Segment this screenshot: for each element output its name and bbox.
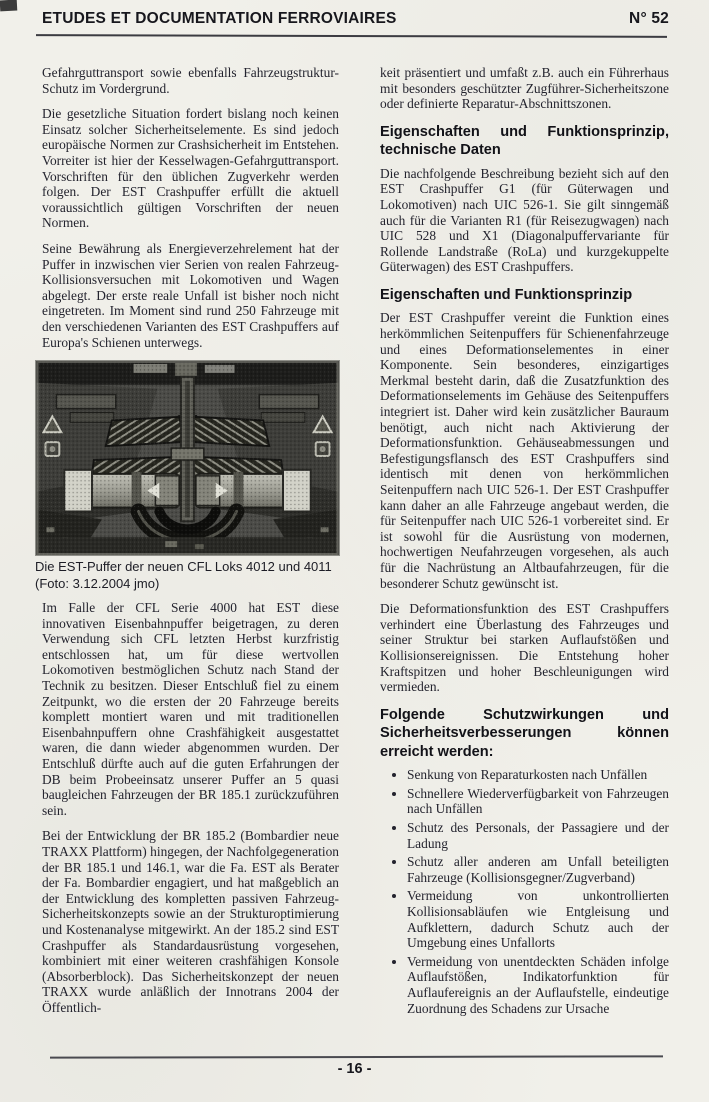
paragraph-left-3: Seine Bewährung als Energieverzehrelement hat der Puffer in inzwischen vier Serien von realen Fahrzeug-Kollisionsversuchen mit Lokomotiven und Wagen abgelegt. Der erste reale Unfall ist bisher noch nicht eingetreten. Im Moment sind rund 250 Fahrzeuge mit den verschiedenen Varianten des EST Crashpuffers auf Europa's Schienen unterwegs. — [42, 240, 339, 350]
header-rule — [36, 34, 667, 38]
figure-cfl-buffers — [35, 360, 340, 592]
footer-rule — [50, 1055, 663, 1058]
issue-number: N° 52 — [629, 10, 669, 27]
section-heading-function-principle: Eigenschaften und Funktionsprinzip — [380, 286, 633, 303]
list-item: • Schutz des Personals, der Passagiere und der Ladung — [407, 820, 669, 851]
list-item: • Schnellere Wiederverfügbarkeit von Fahrzeugen nach Unfällen — [407, 786, 669, 817]
paragraph-right-3: Die Deformationsfunktion des EST Crashpuffers verhindert eine Überlastung des Fahrzeuges und seiner Struktur bei starken Auflaufstößen und Kollisionsereignissen. Die Entstehung hoher Kraftspitzen und hoher Beschleunigungen wird vermieden. — [380, 601, 669, 695]
paragraph-left-5: Bei der Entwicklung der BR 185.2 (Bombardier neue TRAXX Plattform) hingegen, der Nachfolgegeneration der BR 185.1 und 146.1, war die Fa. EST als Berater der Fa. Bombardier engagiert, und hat maßgeblich an der Entwicklung des kompletten passiven Fahrzeug-Sicherheitskonzepts sowie an der Strukturoptimierung und Kostenanalyse mitgewirkt. An der 185.2 sind EST Crashpuffer als Standardausrüstung vorgesehen, kombiniert mit einer weiteren crashfähigen Konsole (Absorberblock). Das Sicherheitskonzept der neuen TRAXX wurde anläßlich der Innotrans 2004 der Öffentlich- — [42, 828, 339, 1015]
photo-cfl-loks-4012-4011 — [35, 360, 340, 556]
list-item: • Senkung von Reparaturkosten nach Unfällen — [407, 767, 669, 783]
section-heading-technical-data: Eigenschaften und Funktionsprinzip, technische Daten — [380, 123, 669, 159]
paragraph-left-4: Im Falle der CFL Serie 4000 hat EST diese innovativen Eisenbahnpuffer beigetragen, zu deren Verwendung sich CFL letzten Herbst kurzfristig entschlossen hat, um für diese wertvollen Lokomotiven bestmöglichen Schutz nach Stand der Technik zu besitzen. Dieser Entschluß fiel zu einem Zeitpunkt, wo die ersten der 20 Fahrzeuge bereits komplett montiert waren und mit traditionellen Eisenbahnpuffern ohne Crashfähigkeit ausgestattet waren, die dann wieder abgenommen wurden. Der Entschluß dürfte auch auf die guten Erfahrungen der DB beim Probeeinsatz unserer Puffer an 5 quasi baugleichen Fahrzeugen der BR 185.1 zurückzuführen sein. — [42, 600, 339, 818]
journal-title: ETUDES ET DOCUMENTATION FERROVIAIRES — [42, 10, 397, 27]
left-column — [35, 62, 339, 1026]
list-item: • Schutz aller anderen am Unfall beteiligten Fahrzeuge (Kollisionsgegner/Zugverband) — [407, 854, 669, 885]
protective-effects-list — [380, 767, 669, 1016]
paragraph-left-1: Gefahrguttransport sowie ebenfalls Fahrzeugstruktur-Schutz im Vordergrund. — [42, 65, 339, 96]
paragraph-left-2: Die gesetzliche Situation fordert bislang noch keinen Einsatz solcher Sicherheitselemente. Es sind jedoch europäische Normen zur Crashsicherheit im Entstehen. Vorreiter ist hier der Kesselwagen-Gefahrguttransport. Vorschriften für den üblichen Zugverkehr werden folgen. Der EST Crashpuffer erfüllt die aktuell voraussichtlich gültigen Vorschriften der neuen Normen. — [42, 106, 339, 231]
paragraph-right-2: Der EST Crashpuffer vereint die Funktion eines herkömmlichen Seitenpuffers für Schienenfahrzeuge und eines Deformationselementes in einer Komponente. Sein besonderes, einzigartiges Merkmal besteht darin, daß die Zusatzfunktion des Deformationselements im Gehäuse des Seitenpuffers integriert ist. Daher wird kein zusätzlicher Bauraum benötigt, auch nicht nach Aktivierung der Deformationsfunktion. Gehäuseabmessungen und Befestigungsflansch des EST Crashpuffers sind identisch mit denen von herkömmlichen Seitenpuffern nach UIC 526-1. Der EST Crashpuffer kann daher an alle Fahrzeuge angebaut werden, die für Seitenpuffer nach UIC 526-1 vorbereitet sind. Er ist sowohl für die Ausrüstung von modernen, hochwertigen Neufahrzeugen vorgesehen, als auch für die Nachrüstung an Altbaufahrzeugen, für die besonderer Schutz gewünscht ist. — [380, 310, 669, 591]
paragraph-right-1: Die nachfolgende Beschreibung bezieht sich auf den EST Crashpuffer G1 (für Güterwagen und Lokomotiven) nach UIC 526-1. Sie gilt sinngemäß auch für die Varianten R1 (für Reisezugwagen) nach UIC 528 und X1 (Diagonalpuffervariante für Rollende Landstraße (RoLa) und kurzgekuppelte Güterwagen) des EST Crashpuffers. — [380, 165, 669, 275]
list-item: • Vermeidung von unentdeckten Schäden infolge Auflaufstößen, Indikatorfunktion für Auflaufereignis an der Auflaufstelle, eindeutige Zuordnung des Schadens zur Ursache — [407, 954, 669, 1016]
section-heading-protective-effects: Folgende Schutzwirkungen und Sicherheitsverbesserungen können erreicht werden: — [380, 706, 669, 760]
page-header — [42, 10, 669, 28]
paragraph-right-continuation: keit präsentiert und umfaßt z.B. auch ein Führerhaus mit besonders geschützter Zugführer-Sicherheitszone oder definierte Reparatur-Abschnittszonen. — [380, 65, 669, 112]
scan-artifact-mark — [0, 0, 17, 11]
right-column — [380, 62, 669, 1019]
page-number: - 16 - — [337, 1061, 372, 1077]
photo-caption: Die EST-Puffer der neuen CFL Loks 4012 und 4011 (Foto: 3.12.2004 jmo) — [35, 559, 332, 591]
list-item: • Vermeidung von unkontrollierten Kollisionsabläufen wie Entgleisung und Aufklettern, dadurch Schutz auch der Umgebung eines Unfallorts — [407, 888, 669, 950]
photo-illustration — [36, 361, 339, 555]
